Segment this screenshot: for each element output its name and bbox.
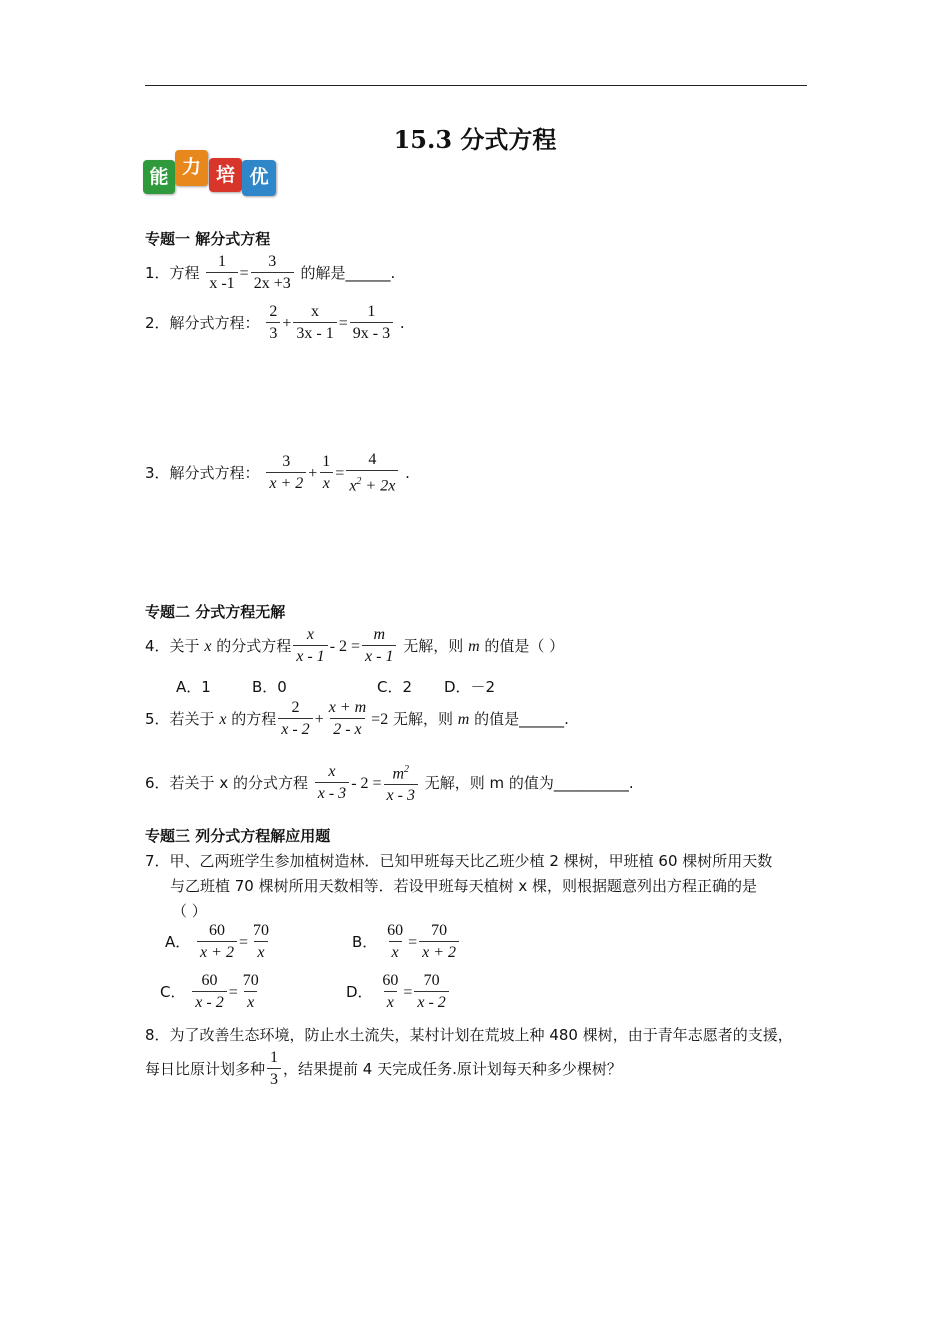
header-rule [145,85,807,86]
q8-line-2 [145,1048,622,1091]
q5-var: x [219,711,227,728]
q7-option-b: B． $\frac{60}{x}$ = $\frac{70}{x + 2}$ [352,921,461,964]
q8-fraction: $\frac{1}{3}$ [267,1048,281,1091]
q6-suffix: 无解，则 m 的值为__________. [424,774,634,793]
q2-plus: + [282,315,292,332]
q4-option-c: C．2 [377,678,413,696]
q6-fraction-2: $\frac{m^2}{x - 3}$ [384,760,418,807]
q6-fraction-1: $\frac{x}{x - 3}$ [315,762,349,805]
q4-number: 4． [145,637,170,655]
question-5 [145,698,569,741]
q1-fraction-1: $\frac{1}{x -1}$ [206,252,237,295]
q5-fraction-2: $\frac{x + m}{2 - x}$ [326,698,369,741]
q1-prefix: 方程 [169,264,200,282]
q6-prefix: 若关于 x 的分式方程 [169,774,308,793]
section-heading-2: 专题二 分式方程无解 [145,603,286,621]
q7-line-2: 与乙班植 70 棵树所用天数相等．若设甲班每天植树 x 棵，则根据题意列出方程正确的是 [170,877,758,895]
q2-fraction-3: $\frac{1}{9x - 3}$ [350,302,393,345]
q2-fraction-2: $\frac{x}{3x - 1}$ [293,302,336,345]
q5-equals: =2 [371,711,389,728]
badge-tile-3: 培 [209,158,242,192]
section-heading-3: 专题三 列分式方程解应用题 [145,827,331,845]
q2-end: . [399,314,405,332]
q5-prefix: 若关于 [169,710,215,728]
q5-suffix-1: 无解，则 [392,710,453,728]
q8-line-1: 8．为了改善生态环境，防止水土流失，某村计划在荒坡上种 480 棵树，由于青年志愿者的支援， [145,1026,793,1044]
question-4 [145,625,564,668]
q1-number: 1． [145,264,170,282]
question-1 [145,252,395,295]
q2-fraction-1: $\frac{2}{3}$ [266,302,280,345]
q4-suffix-2: 的值是（ ） [484,637,565,655]
q1-equals: = [239,265,249,282]
q6-minus-two: - 2 = [351,775,382,793]
q7-option-d: D． $\frac{60}{x}$ = $\frac{70}{x - 2}$ [346,971,451,1014]
q3-fraction-1: $\frac{3}{x + 2}$ [266,452,306,495]
q4-fraction-2: $\frac{m}{x - 1}$ [362,625,396,668]
q1-suffix: 的解是______. [300,264,396,282]
q3-number: 3． [145,464,170,483]
q8-suffix: ，结果提前 4 天完成任务.原计划每天种多少棵树？ [283,1060,622,1078]
q3-fraction-3: $\frac{4}{x^2 + 2x}$ [346,450,398,497]
q1-fraction-2: $\frac{3}{2x +3}$ [251,252,294,295]
q3-end: . [405,464,410,483]
badge-tile-1: 能 [143,160,175,194]
question-6 [145,760,634,807]
q5-number: 5． [145,710,170,728]
q4-var: x [204,638,212,655]
q5-m: m [457,711,470,728]
q5-suffix-2: 的值是______. [474,710,569,728]
badge-tile-2: 力 [175,150,208,186]
q3-prefix: 解分式方程： [169,464,260,483]
q6-number: 6． [145,774,170,793]
q4-prefix: 关于 [169,637,200,655]
q7-line-3: （ ） [172,902,207,920]
q4-minus-two: - 2 = [329,638,361,655]
q7-option-c: C． $\frac{60}{x - 2}$ = $\frac{70}{x}$ [160,971,264,1014]
q7-line-1: 7．甲、乙两班学生参加植树造林．已知甲班每天比乙班少植 2 棵树，甲班植 60 棵树所用天数 [145,852,773,870]
q7-option-a: A． $\frac{60}{x + 2}$ = $\frac{70}{x}$ [165,921,274,964]
page-title: 15.3 分式方程 [393,125,557,154]
q2-prefix: 解分式方程： [169,314,260,332]
q4-fraction-1: $\frac{x}{x - 1}$ [293,625,327,668]
q4-option-d: D．－2 [444,678,496,696]
badge-tile-4: 优 [242,160,276,196]
section-heading-1: 专题一 解分式方程 [145,230,271,248]
q4-suffix-1: 无解，则 [403,637,464,655]
q4-option-b: B．0 [252,678,287,696]
q2-equals: = [338,315,348,332]
q2-number: 2． [145,314,170,332]
q4-option-a: A．1 [176,678,211,696]
q8-prefix: 每日比原计划多种 [145,1060,266,1078]
q3-plus: + [308,465,318,483]
q4-m: m [468,638,480,655]
q3-equals: = [335,465,345,483]
q5-plus: + [314,711,324,728]
q4-mid: 的分式方程 [216,637,292,655]
ability-badge-logo [143,150,278,196]
q5-fraction-1: $\frac{2}{x - 2}$ [278,698,312,741]
question-2 [145,302,405,345]
question-3 [145,450,410,497]
q3-fraction-2: $\frac{1}{x}$ [319,452,333,495]
q5-mid: 的方程 [231,710,277,728]
